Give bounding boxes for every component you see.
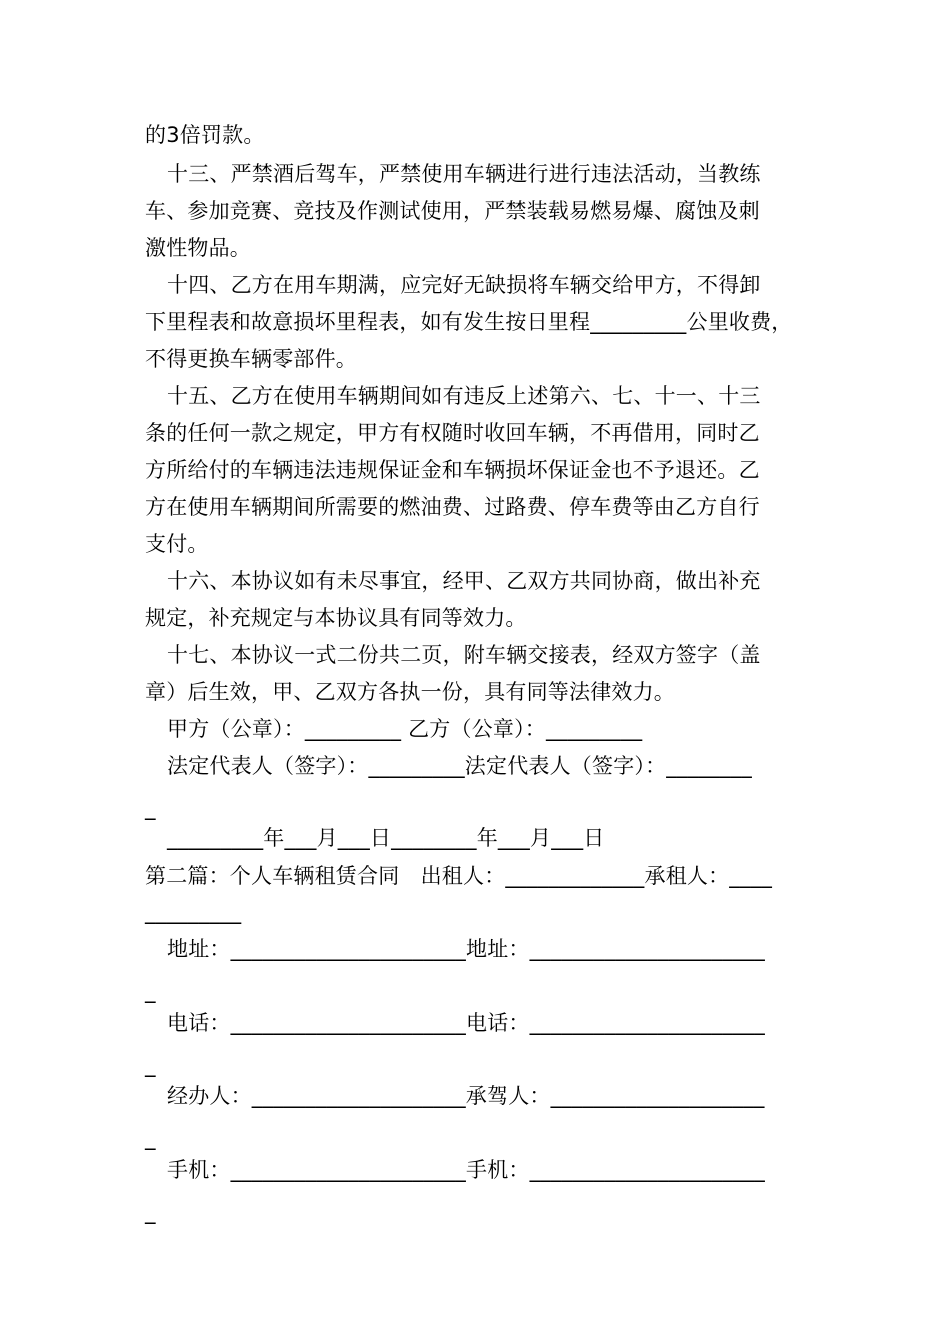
clause-16-line-1: 十六、本协议如有未尽事宜，经甲、乙双方共同协商，做出补充 [167, 569, 761, 593]
clause-17-line-2: 章）后生效，甲、乙双方各执一份，具有同等法律效力。 [145, 680, 675, 704]
clause-15-line-3: 方所给付的车辆违法违规保证金和车辆损坏保证金也不予退还。乙 [145, 458, 760, 482]
clause-17-line-1: 十七、本协议一式二份共二页，附车辆交接表，经双方签字（盖 [167, 643, 761, 667]
mobile-line: 手机：______________________手机：______________________ [167, 1158, 765, 1182]
clause-15-line-1: 十五、乙方在使用车辆期间如有违反上述第六、七、十一、十三 [167, 384, 761, 408]
date-line: _________年___月___日________年___月___日 [167, 826, 605, 850]
clause-13-line-2: 车、参加竞赛、竞技及作测试使用，严禁装载易燃易爆、腐蚀及刺 [145, 199, 760, 223]
clause-15-line-4: 方在使用车辆期间所需要的燃油费、过路费、停车费等由乙方自行 [145, 495, 760, 519]
wrap-underscore: _________ [145, 900, 242, 924]
wrap-underscore: _ [145, 979, 156, 1003]
party-seal-line: 甲方（公章）：_________ 乙方（公章）：_________ [167, 717, 643, 741]
section-2-heading-line: 第二篇：个人车辆租赁合同 出租人：_____________承租人：____ [145, 864, 773, 888]
wrap-underscore: _ [145, 1126, 156, 1150]
clause-14-line-1: 十四、乙方在用车期满，应完好无缺损将车辆交给甲方，不得卸 [167, 273, 761, 297]
legal-rep-signature-line: 法定代表人（签字）：_________法定代表人（签字）：________ [167, 754, 752, 778]
phone-line: 电话：______________________电话：______________________ [167, 1011, 765, 1035]
address-line: 地址：______________________地址：______________________ [167, 937, 765, 961]
wrap-underscore: _ [145, 796, 156, 820]
clause-14-line-3: 不得更换车辆零部件。 [145, 347, 357, 371]
handler-driver-line: 经办人：____________________承驾人：____________________ [167, 1084, 765, 1108]
clause-15-line-2: 条的任何一款之规定，甲方有权随时收回车辆，不再借用，同时乙 [145, 421, 760, 445]
wrap-underscore: _ [145, 1053, 156, 1077]
clause-13-line-3: 激性物品。 [145, 236, 251, 260]
text-line: 的3倍罚款。 [145, 123, 265, 147]
wrap-underscore: _ [145, 1200, 156, 1224]
clause-16-line-2: 规定，补充规定与本协议具有同等效力。 [145, 606, 527, 630]
clause-13-line-1: 十三、严禁酒后驾车，严禁使用车辆进行进行违法活动，当教练 [167, 162, 761, 186]
clause-14-line-2: 下里程表和故意损坏里程表，如有发生按日里程_________公里收费， [145, 310, 793, 334]
clause-15-line-5: 支付。 [145, 532, 209, 556]
